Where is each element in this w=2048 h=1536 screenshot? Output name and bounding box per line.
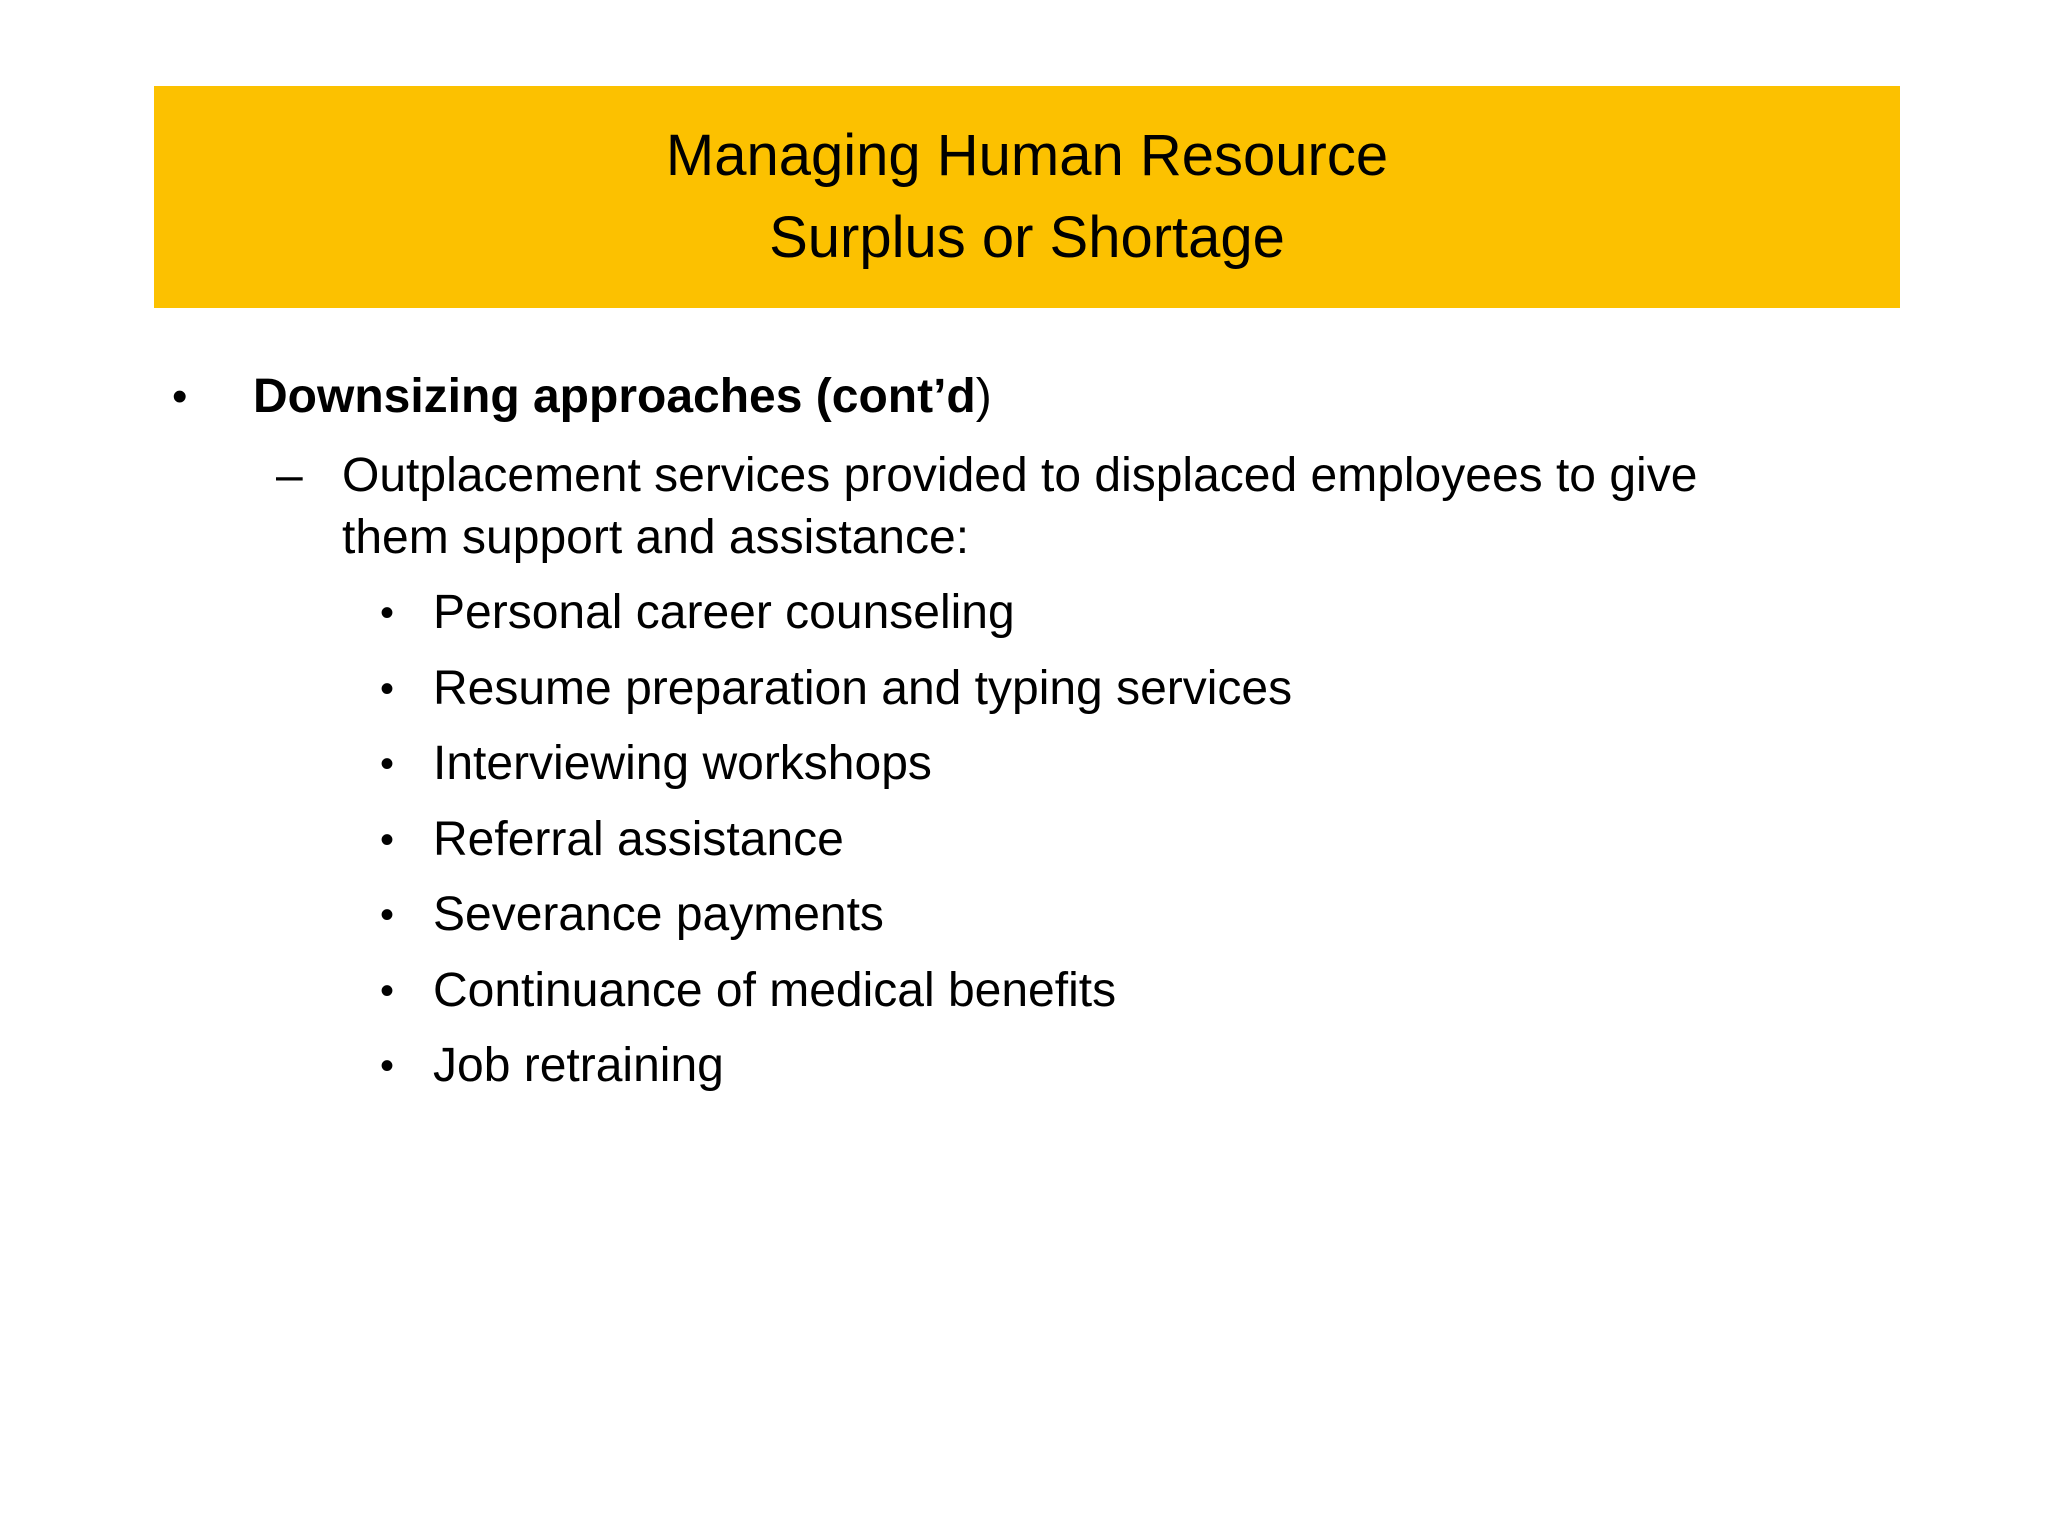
level2-dash: – — [276, 449, 303, 502]
list-bullet: • — [380, 893, 395, 937]
list-item-text: Job retraining — [433, 1039, 724, 1092]
list-item-text: Referral assistance — [433, 812, 844, 866]
level1-bold-text: Downsizing approaches (cont’d — [253, 370, 976, 423]
list-bullet: • — [380, 1044, 395, 1088]
level2-line-1: Outplacement services provided to displaced employees to give — [342, 449, 1698, 502]
level1-bullet: • — [172, 372, 188, 421]
list-bullet: • — [380, 742, 395, 786]
list-item-text: Severance payments — [433, 888, 884, 941]
list-item-text: Resume preparation and typing services — [433, 661, 1293, 715]
slide-title-line-2: Surplus or Shortage — [769, 205, 1285, 270]
list-item-text: Interviewing workshops — [433, 737, 932, 790]
list-bullet: • — [380, 591, 395, 635]
list-bullet: • — [380, 968, 395, 1013]
slide-title-line-1: Managing Human Resource — [665, 123, 1389, 188]
list-item-text: Continuance of medical benefits — [433, 963, 1117, 1017]
level1-trailing-text: ) — [975, 370, 992, 423]
level2-text — [342, 445, 1902, 569]
list-item-text: Personal career counseling — [433, 586, 1015, 639]
list-bullet: • — [380, 666, 395, 711]
level2-line-2: them support and assistance: — [342, 511, 970, 564]
level1-text — [253, 367, 992, 427]
list-bullet: • — [380, 817, 395, 862]
